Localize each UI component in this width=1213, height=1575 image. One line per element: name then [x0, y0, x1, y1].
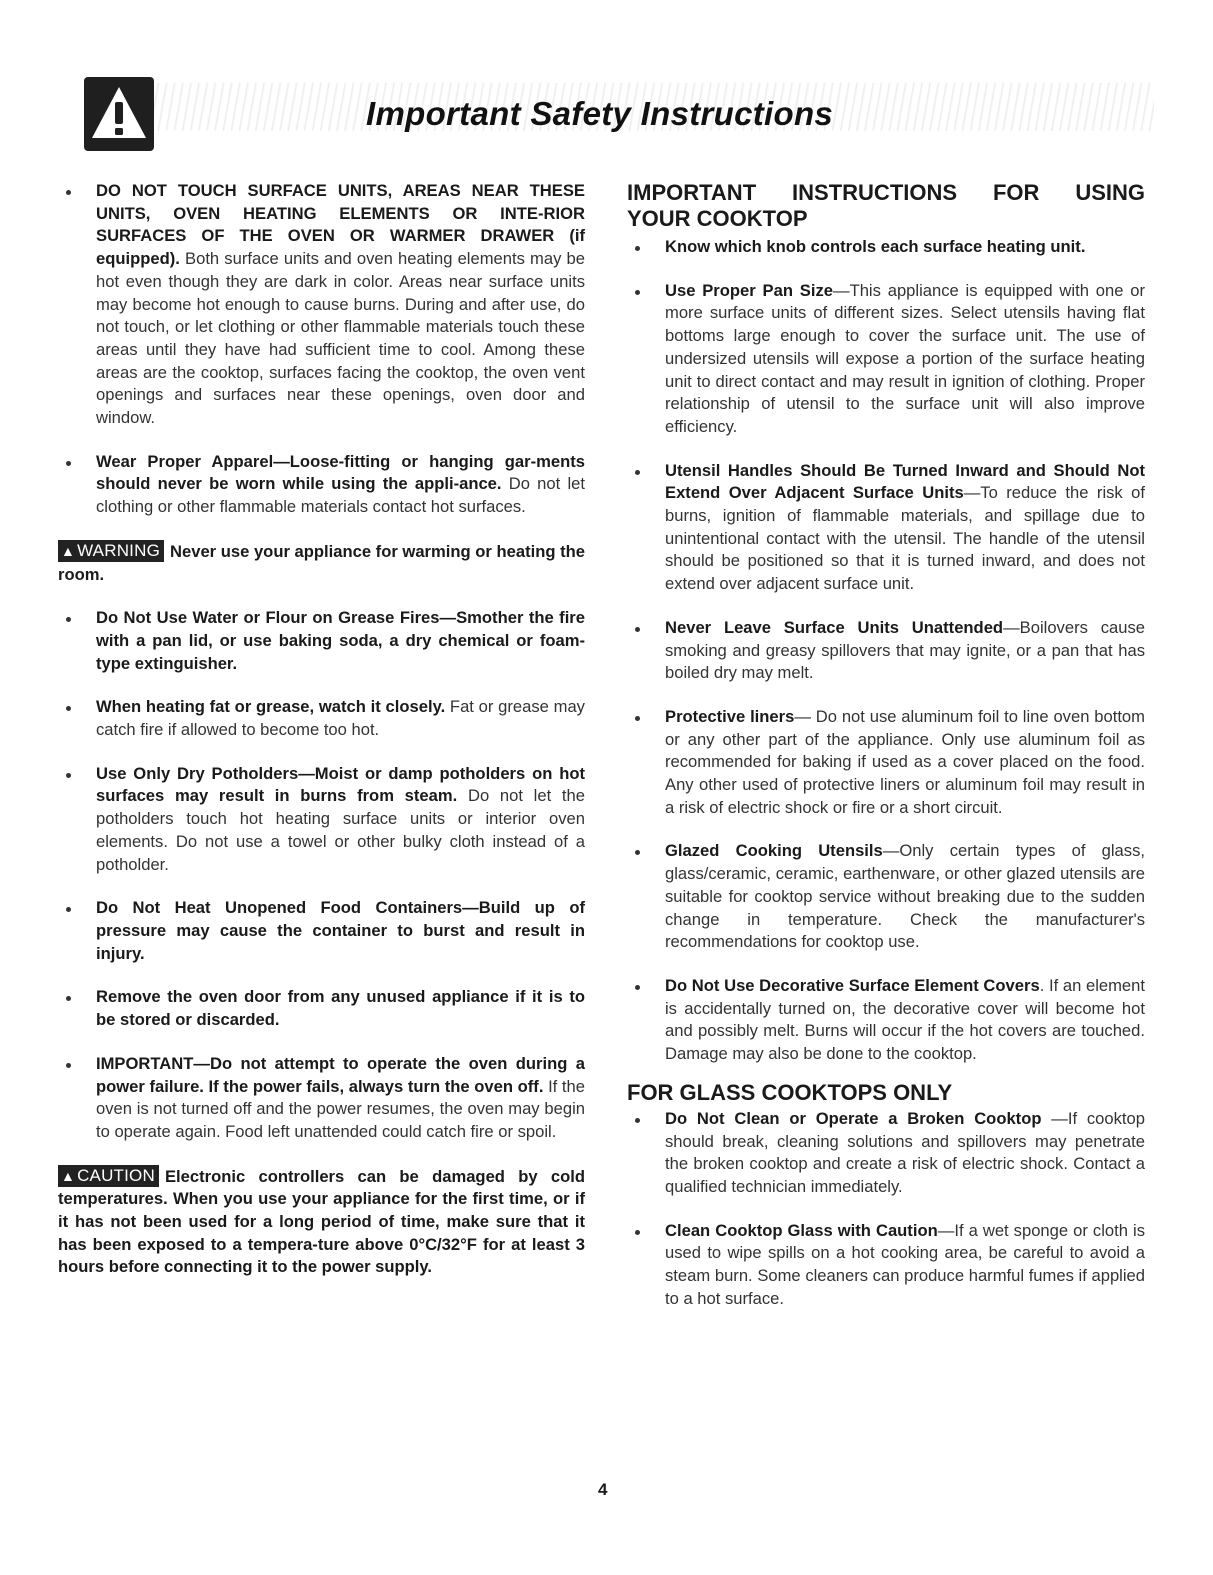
list-item: Do Not Heat Unopened Food Containers—Build up of pressure may cause the container to burst and result in injury.: [58, 897, 585, 965]
page-number: 4: [598, 1480, 608, 1499]
list-item: Know which knob controls each surface heating unit.: [627, 236, 1145, 259]
list-item: Wear Proper Apparel—Loose-fitting or hanging gar-ments should never be worn while using the appli-ance. Do not let clothing or other flammable materials contact hot surfaces.: [58, 451, 585, 519]
list-item: IMPORTANT—Do not attempt to operate the oven during a power failure. If the power fails, always turn the oven off. If the oven is not turned off and the power resumes, the oven may begin to operate again. Food left unattended could catch fire or spoil.: [58, 1053, 585, 1144]
glass-cooktops-heading: FOR GLASS COOKTOPS ONLY: [627, 1079, 953, 1105]
left-column: [58, 180, 585, 1279]
list-item: DO NOT TOUCH SURFACE UNITS, AREAS NEAR THESE UNITS, OVEN HEATING ELEMENTS OR INTE-RIOR SURFACES OF THE OVEN OR WARMER DRAWER (if equipped). Both surface units and oven heating elements may be hot even though they are dark in color. Areas near surface units may become hot enough to cause burns. During and after use, do not touch, or let clothing or other flammable materials touch these areas until they have had sufficient time to cool. Among these areas are the cooktop, surfaces facing the cooktop, the oven vent openings and surfaces near these openings, oven door and window.: [58, 180, 585, 430]
list-item: Do Not Use Decorative Surface Element Covers. If an element is accidentally turned on, the decorative cover will become hot and possibly melt. Burns will occur if the hot covers are touched. Damage may also be done to the cooktop.: [627, 975, 1145, 1066]
caution-notice: ▲ CAUTION Electronic controllers can be damaged by cold temperatures. When you use your appliance for the first time, or if it has not been used for a long period of time, make sure that it has been exposed to a tempera-ture above 0°C/32°F for at least 3 hours before connecting it to the power supply.: [58, 1165, 585, 1277]
section-heading-continued: YOUR COOKTOP: [627, 206, 808, 231]
list-item: Never Leave Surface Units Unattended—Boilovers cause smoking and greasy spillovers that may ignite, or a pan that has boiled dry may melt.: [627, 617, 1145, 685]
list-item: Utensil Handles Should Be Turned Inward and Should Not Extend Over Adjacent Surface Units—To reduce the risk of burns, ignition of flammable materials, and spillage due to unintentional contact with the utensil. The handle of the utensil should be positioned so that it is turned inward, and does not extend over adjacent surface unit.: [627, 460, 1145, 596]
warning-icon: [84, 77, 154, 151]
list-item: Remove the oven door from any unused appliance if it is to be stored or discarded.: [58, 986, 585, 1031]
list-item: Use Proper Pan Size—This appliance is equipped with one or more surface units of different sizes. Select utensils having flat bottoms large enough to cover the surface unit. The use of undersized utensils will expose a portion of the surface heating unit to direct contact and may result in ignition of clothing. Proper relationship of utensil to the surface unit will also improve efficiency.: [627, 280, 1145, 439]
list-item: Do Not Use Water or Flour on Grease Fires—Smother the fire with a pan lid, or use baking soda, a dry chemical or foam-type extinguisher.: [58, 607, 585, 675]
list-item: Use Only Dry Potholders—Moist or damp potholders on hot surfaces may result in burns from steam. Do not let the potholders touch hot heating surface units or interior oven elements. Do not use a towel or other bulky cloth instead of a potholder.: [58, 763, 585, 877]
list-item: Glazed Cooking Utensils—Only certain types of glass, glass/ceramic, ceramic, earthenware, or other glazed utensils are suitable for cooktop service without breaking due to the sudden change in temperature. Check the manufacturer's recommendations for cooktop use.: [627, 840, 1145, 954]
list-item: Clean Cooktop Glass with Caution—If a wet sponge or cloth is used to wipe spills on a hot cooking area, be careful to avoid a steam burn. Some cleaners can produce harmful fumes if applied to a hot surface.: [627, 1220, 1145, 1311]
warning-badge: ▲ WARNING: [58, 540, 164, 562]
section-heading: IMPORTANT INSTRUCTIONS FOR USING: [627, 180, 1145, 205]
list-item: When heating fat or grease, watch it closely. Fat or grease may catch fire if allowed to become too hot.: [58, 696, 585, 741]
warning-notice: ▲ WARNING Never use your appliance for warming or heating the room.: [58, 540, 585, 584]
caution-badge: ▲ CAUTION: [58, 1165, 159, 1187]
page-header: [84, 55, 1154, 159]
list-item: Protective liners— Do not use aluminum foil to line oven bottom or any other part of the appliance. Only use aluminum foil as recommended for baking if used as a cover placed on the food. Any other used of protective liners or aluminum foil may result in a risk of electric shock or fire or a short circuit.: [627, 706, 1145, 820]
page-title: Important Safety Instructions: [366, 95, 834, 132]
right-column: [627, 180, 1145, 1310]
list-item: Do Not Clean or Operate a Broken Cooktop —If cooktop should break, cleaning solutions and spillovers may penetrate the broken cooktop and create a risk of electric shock. Contact a qualified technician immediately.: [627, 1108, 1145, 1199]
